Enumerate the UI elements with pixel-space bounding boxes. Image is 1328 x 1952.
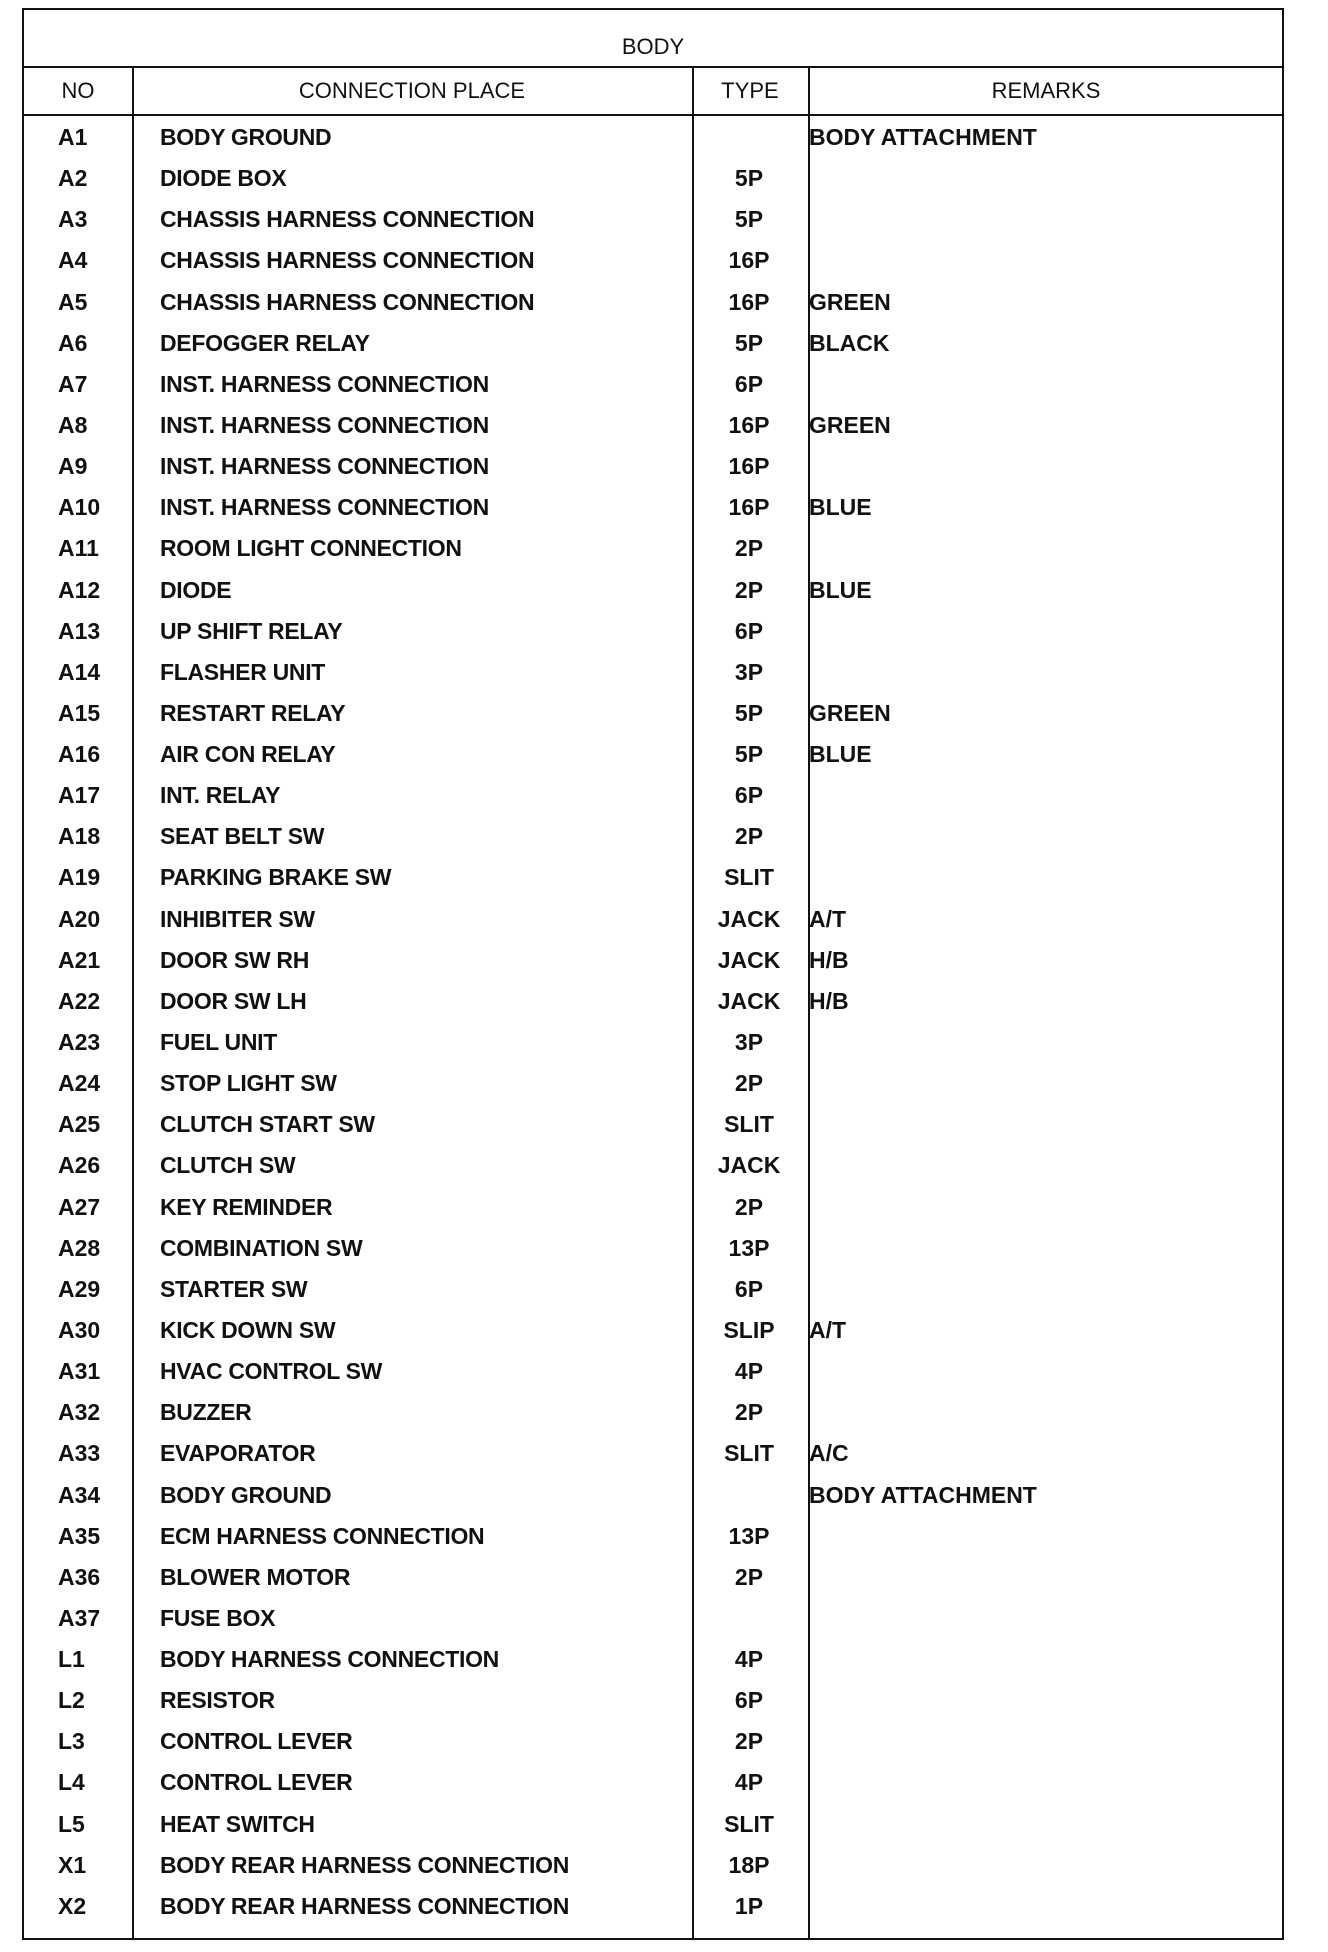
row-no: A15 — [58, 699, 101, 726]
table-row — [24, 945, 1282, 975]
row-connection-place: CHASSIS HARNESS CONNECTION — [160, 206, 535, 233]
row-connection-place: FLASHER UNIT — [160, 658, 326, 685]
row-type: 2P — [734, 1399, 764, 1426]
row-type: 6P — [734, 617, 764, 644]
row-no: A32 — [58, 1399, 101, 1426]
row-no: A6 — [58, 329, 88, 356]
row-type: 2P — [734, 1193, 764, 1220]
header-type: TYPE — [721, 78, 779, 103]
row-no: A4 — [58, 247, 88, 274]
row-no: L4 — [58, 1769, 85, 1796]
row-no: A24 — [58, 1070, 101, 1097]
table-row — [24, 1027, 1282, 1057]
row-connection-place: HVAC CONTROL SW — [160, 1358, 383, 1385]
table-row — [24, 1150, 1282, 1180]
table-row — [24, 1891, 1282, 1921]
row-connection-place: CLUTCH START SW — [160, 1111, 375, 1138]
row-no: A36 — [58, 1563, 101, 1590]
row-no: A17 — [58, 782, 101, 809]
row-type: 13P — [728, 1522, 770, 1549]
table-row — [24, 1644, 1282, 1674]
row-type: 5P — [734, 699, 764, 726]
row-connection-place: BODY REAR HARNESS CONNECTION — [160, 1892, 570, 1919]
row-no: A2 — [58, 165, 88, 192]
row-remarks: GREEN — [809, 288, 891, 315]
row-type: 18P — [728, 1851, 770, 1878]
row-connection-place: STOP LIGHT SW — [160, 1070, 337, 1097]
row-type: 16P — [728, 453, 770, 480]
header-row — [24, 68, 1282, 116]
row-connection-place: INT. RELAY — [160, 782, 281, 809]
row-connection-place: STARTER SW — [160, 1275, 308, 1302]
row-connection-place: BLOWER MOTOR — [160, 1563, 351, 1590]
row-no: A35 — [58, 1522, 101, 1549]
row-connection-place: COMBINATION SW — [160, 1234, 363, 1261]
row-type: SLIT — [724, 1111, 774, 1138]
row-connection-place: ROOM LIGHT CONNECTION — [160, 535, 462, 562]
row-remarks: A/T — [809, 905, 847, 932]
row-connection-place: DOOR SW LH — [160, 987, 307, 1014]
row-connection-place: INST. HARNESS CONNECTION — [160, 370, 489, 397]
row-connection-place: KICK DOWN SW — [160, 1316, 336, 1343]
row-no: A26 — [58, 1152, 101, 1179]
table-row — [24, 821, 1282, 851]
row-connection-place: DOOR SW RH — [160, 946, 310, 973]
row-type: SLIT — [724, 864, 774, 891]
row-no: A29 — [58, 1275, 101, 1302]
row-connection-place: AIR CON RELAY — [160, 741, 336, 768]
row-type: 4P — [734, 1358, 764, 1385]
table-row — [24, 1480, 1282, 1510]
row-no: A23 — [58, 1029, 101, 1055]
table-title — [24, 10, 1282, 68]
row-no: A28 — [58, 1234, 101, 1261]
row-no: A8 — [58, 411, 88, 438]
table-row — [24, 780, 1282, 810]
table-row — [24, 1397, 1282, 1427]
row-remarks: GREEN — [809, 411, 891, 438]
row-no: A7 — [58, 370, 88, 397]
row-type: 6P — [734, 782, 764, 809]
table-row — [24, 904, 1282, 934]
row-type: 2P — [734, 535, 764, 562]
table-row — [24, 1233, 1282, 1263]
row-type: 6P — [734, 370, 764, 397]
table-row — [24, 1603, 1282, 1633]
table-row — [24, 616, 1282, 646]
row-no: X2 — [58, 1892, 87, 1919]
row-connection-place: UP SHIFT RELAY — [160, 617, 343, 644]
row-connection-place: RESTART RELAY — [160, 699, 346, 726]
row-type: 16P — [728, 247, 770, 274]
row-remarks: BLUE — [809, 741, 872, 768]
table-row — [24, 492, 1282, 522]
row-connection-place: KEY REMINDER — [160, 1193, 333, 1220]
row-no: X1 — [58, 1851, 87, 1878]
row-connection-place: PARKING BRAKE SW — [160, 864, 392, 891]
table-row — [24, 369, 1282, 399]
header-no: NO — [61, 78, 95, 103]
row-no: A27 — [58, 1193, 101, 1220]
table-row — [24, 1809, 1282, 1839]
table-row — [24, 1109, 1282, 1139]
row-connection-place: FUSE BOX — [160, 1604, 276, 1631]
row-type: JACK — [717, 1152, 781, 1179]
row-connection-place: CHASSIS HARNESS CONNECTION — [160, 288, 535, 315]
row-no: L5 — [58, 1810, 85, 1837]
row-no: A1 — [58, 124, 88, 150]
table-row — [24, 575, 1282, 605]
row-type: 2P — [734, 576, 764, 603]
table-row — [24, 204, 1282, 234]
row-type: 2P — [734, 1070, 764, 1097]
table-row — [24, 1356, 1282, 1386]
row-type: 16P — [728, 288, 770, 315]
row-type: 5P — [734, 165, 764, 192]
row-type: 5P — [734, 741, 764, 768]
row-no: A13 — [58, 617, 101, 644]
row-no: A31 — [58, 1358, 101, 1385]
table-row — [24, 657, 1282, 687]
row-no: A34 — [58, 1481, 101, 1508]
row-type: 1P — [734, 1892, 764, 1919]
row-remarks: BLUE — [809, 576, 872, 603]
row-connection-place: INST. HARNESS CONNECTION — [160, 453, 489, 480]
row-type: 2P — [734, 1563, 764, 1590]
row-remarks: GREEN — [809, 699, 891, 726]
table-title-text: BODY — [621, 34, 685, 59]
row-remarks: BODY ATTACHMENT — [809, 124, 1037, 150]
row-connection-place: BODY HARNESS CONNECTION — [160, 1646, 499, 1673]
row-connection-place: CLUTCH SW — [160, 1152, 296, 1179]
table-row — [24, 1315, 1282, 1345]
row-connection-place: INST. HARNESS CONNECTION — [160, 494, 489, 521]
row-connection-place: EVAPORATOR — [160, 1440, 316, 1467]
row-type: 4P — [734, 1769, 764, 1796]
row-connection-place: HEAT SWITCH — [160, 1810, 315, 1837]
table-row — [24, 328, 1282, 358]
row-type: 6P — [734, 1275, 764, 1302]
table-row — [24, 1562, 1282, 1592]
row-connection-place: ECM HARNESS CONNECTION — [160, 1522, 485, 1549]
row-type: JACK — [717, 946, 781, 973]
row-no: A10 — [58, 494, 101, 521]
row-type: 16P — [728, 411, 770, 438]
table-row — [24, 245, 1282, 275]
table-row — [24, 739, 1282, 769]
row-connection-place: BODY REAR HARNESS CONNECTION — [160, 1851, 570, 1878]
row-remarks: BLACK — [809, 329, 890, 356]
row-type: 5P — [734, 329, 764, 356]
table-row — [24, 533, 1282, 563]
row-connection-place: BODY GROUND — [160, 124, 332, 150]
row-no: A20 — [58, 905, 101, 932]
row-no: A18 — [58, 823, 101, 850]
row-type: 6P — [734, 1687, 764, 1714]
row-connection-place: SEAT BELT SW — [160, 823, 325, 850]
row-connection-place: CHASSIS HARNESS CONNECTION — [160, 247, 535, 274]
row-type: 4P — [734, 1646, 764, 1673]
row-connection-place: BUZZER — [160, 1399, 252, 1426]
row-type: JACK — [717, 905, 781, 932]
row-no: A14 — [58, 658, 101, 685]
row-connection-place: INHIBITER SW — [160, 905, 315, 932]
row-remarks: H/B — [809, 987, 849, 1014]
table-row — [24, 163, 1282, 193]
row-no: A22 — [58, 987, 101, 1014]
header-remarks: REMARKS — [991, 78, 1101, 103]
row-no: A33 — [58, 1440, 101, 1467]
row-type: 5P — [734, 206, 764, 233]
row-no: A5 — [58, 288, 88, 315]
row-remarks: H/B — [809, 946, 849, 973]
row-connection-place: DIODE BOX — [160, 165, 287, 192]
row-no: L1 — [58, 1646, 85, 1673]
table-row — [24, 1068, 1282, 1098]
table-row — [24, 1850, 1282, 1880]
row-connection-place: CONTROL LEVER — [160, 1728, 353, 1755]
row-no: A11 — [58, 535, 99, 562]
row-no: A25 — [58, 1111, 101, 1138]
row-connection-place: BODY GROUND — [160, 1481, 332, 1508]
table-row — [24, 1726, 1282, 1756]
table-row — [24, 451, 1282, 481]
row-connection-place: CONTROL LEVER — [160, 1769, 353, 1796]
table-row — [24, 1521, 1282, 1551]
row-no: A9 — [58, 453, 88, 480]
row-no: L2 — [58, 1687, 85, 1714]
row-connection-place: INST. HARNESS CONNECTION — [160, 411, 489, 438]
row-connection-place: DIODE — [160, 576, 232, 603]
row-type: 3P — [734, 658, 764, 685]
table-row — [24, 287, 1282, 317]
row-type: 2P — [734, 823, 764, 850]
table-row — [24, 698, 1282, 728]
row-remarks: A/T — [809, 1316, 847, 1343]
table-row — [24, 1767, 1282, 1797]
row-connection-place: RESISTOR — [160, 1687, 275, 1714]
row-no: A19 — [58, 864, 101, 891]
row-type: SLIP — [723, 1316, 775, 1343]
table-row — [24, 1192, 1282, 1222]
row-remarks: A/C — [809, 1440, 849, 1467]
row-type: JACK — [717, 987, 781, 1014]
table-row — [24, 1274, 1282, 1304]
table-row — [24, 1685, 1282, 1715]
row-connection-place: FUEL UNIT — [160, 1029, 277, 1055]
table-row — [24, 1438, 1282, 1468]
row-type: 13P — [728, 1234, 770, 1261]
row-no: A37 — [58, 1604, 101, 1631]
row-type: 2P — [734, 1728, 764, 1755]
header-connection-place: CONNECTION PLACE — [298, 78, 526, 103]
row-connection-place: DEFOGGER RELAY — [160, 329, 370, 356]
row-remarks: BLUE — [809, 494, 872, 521]
table-row — [24, 122, 1282, 152]
row-remarks: BODY ATTACHMENT — [809, 1481, 1037, 1508]
row-no: A3 — [58, 206, 88, 233]
row-no: A30 — [58, 1316, 101, 1343]
row-type: SLIT — [724, 1440, 774, 1467]
row-type: SLIT — [724, 1810, 774, 1837]
connector-table — [22, 8, 1284, 1940]
row-type: 3P — [734, 1029, 764, 1055]
row-no: L3 — [58, 1728, 85, 1755]
table-row — [24, 862, 1282, 892]
row-no: A12 — [58, 576, 101, 603]
table-row — [24, 986, 1282, 1016]
row-no: A16 — [58, 741, 101, 768]
table-row — [24, 410, 1282, 440]
row-no: A21 — [58, 946, 101, 973]
row-type: 16P — [728, 494, 770, 521]
